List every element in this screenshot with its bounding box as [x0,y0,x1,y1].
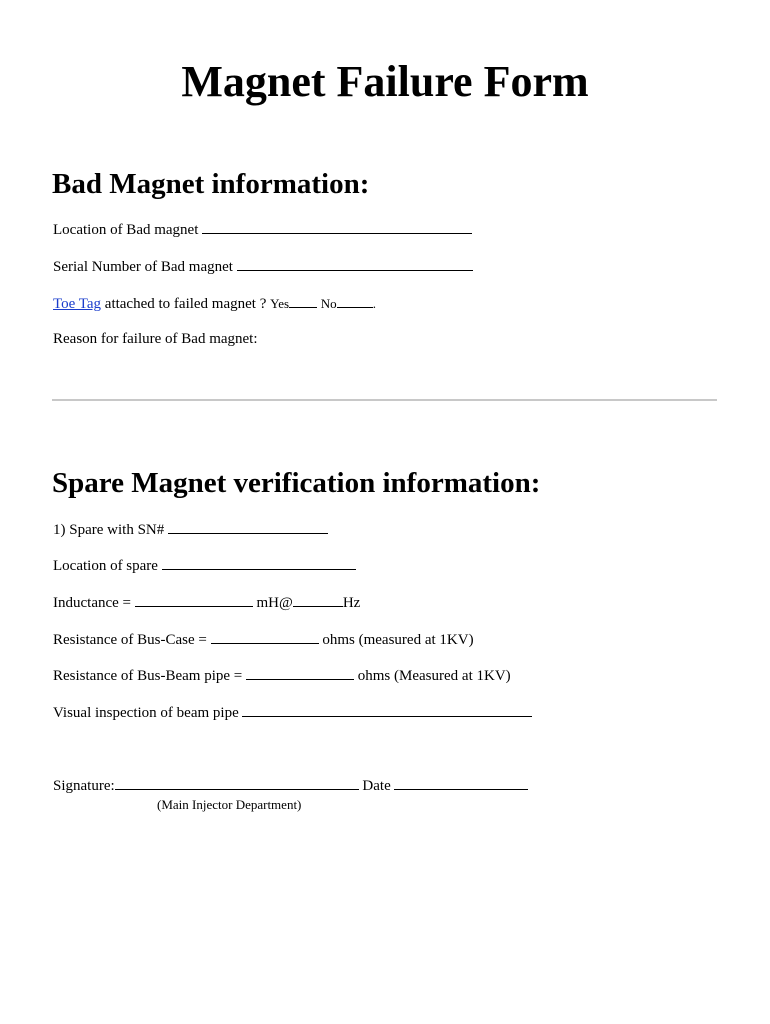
yes-field[interactable] [289,295,317,308]
bad-serial-label: Serial Number of Bad magnet [53,259,233,275]
page-title: Magnet Failure Form [181,57,589,106]
spare-location-row [53,557,356,575]
bad-magnet-heading: Bad Magnet information: [52,168,370,200]
inductance-unit: mH@ [256,595,293,611]
toe-tag-text: attached to failed magnet ? [104,296,267,312]
spare-magnet-heading: Spare Magnet verification information: [52,467,541,499]
bus-case-unit: ohms (measured at 1KV) [322,632,474,648]
bad-serial-row [53,258,473,276]
date-label: Date [362,778,391,794]
no-suffix: . [372,296,376,311]
visual-inspection-label: Visual inspection of beam pipe [53,705,239,721]
frequency-field[interactable] [293,594,343,607]
bus-beam-row [53,667,511,685]
bus-case-field[interactable] [211,631,319,644]
bus-case-row [53,631,474,649]
inductance-label: Inductance = [53,595,132,611]
spare-sn-row [53,521,328,539]
toe-tag-link[interactable]: Toe Tag [53,296,102,312]
no-field[interactable] [337,295,373,308]
date-field[interactable] [394,777,528,790]
no-label: No [320,296,337,311]
inductance-field[interactable] [135,594,253,607]
frequency-unit: Hz [342,595,361,611]
toe-tag-row [53,295,376,313]
bus-beam-unit: ohms (Measured at 1KV) [357,668,511,684]
visual-inspection-field[interactable] [242,704,532,717]
bad-location-field[interactable] [202,221,472,234]
department-caption: (Main Injector Department) [157,797,302,812]
visual-inspection-row [53,704,532,722]
spare-location-field[interactable] [162,557,356,570]
bus-case-label: Resistance of Bus-Case = [53,632,207,648]
reason-label: Reason for failure of Bad magnet: [53,331,258,347]
yes-label: Yes [270,296,290,311]
inductance-row [53,594,360,612]
signature-row [53,777,528,795]
bus-beam-field[interactable] [246,667,354,680]
bad-serial-field[interactable] [237,258,473,271]
spare-sn-label: 1) Spare with SN# [53,522,165,538]
spare-sn-field[interactable] [168,521,328,534]
signature-field[interactable] [115,777,359,790]
spare-location-label: Location of spare [53,558,158,574]
section-divider [52,399,717,401]
signature-label: Signature: [53,778,115,794]
bad-location-label: Location of Bad magnet [53,222,199,238]
bad-location-row [53,221,472,239]
bus-beam-label: Resistance of Bus-Beam pipe = [53,668,243,684]
